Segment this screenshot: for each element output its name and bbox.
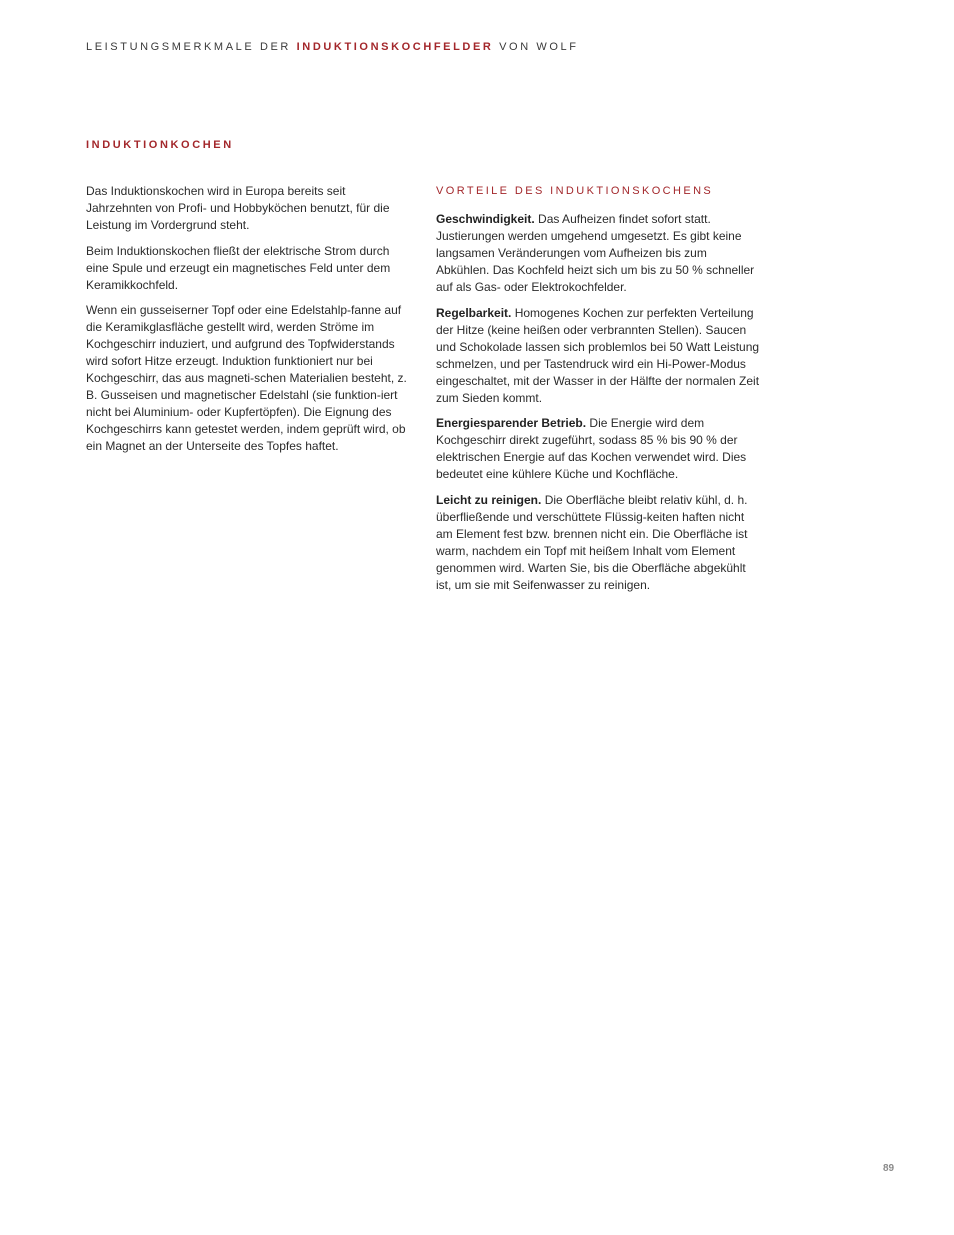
- advantage-text: Die Oberfläche bleibt relativ kühl, d. h. überfließende und verschüttete Flüssig-keiten haften nicht am Element fest bzw. brennen nicht ein. Die Oberfläche ist warm, nachdem ein Topf mit heißem Inhalt vom Element genommen wird. Warten Sie, bis die Oberfläche abgekühlt ist, um sie mit Seifenwasser zu reinigen.: [436, 492, 748, 592]
- advantage-text: Das Aufheizen findet sofort statt. Justierungen werden umgehend umgesetzt. Es gibt keine langsamen Veränderungen vom Aufheizen bis zum Abkühlen. Das Kochfeld heizt sich um bis zu 50 % schneller auf als Gas- oder Elektrokochfelder.: [436, 212, 755, 294]
- header-prefix: LEISTUNGSMERKMALE DER: [86, 41, 291, 53]
- left-paragraph: Beim Induktionskochen fließt der elektrische Strom durch eine Spule und erzeugt ein magnetisches Feld unter dem Keramikkochfeld.: [86, 243, 391, 292]
- left-paragraph: Das Induktionskochen wird in Europa bereits seit Jahrzehnten von Profi- und Hobbyköchen benutzt, für die Leistung im Vordergrund steht.: [86, 184, 390, 232]
- page-number: 89: [883, 1163, 895, 1174]
- advantage-item: [436, 211, 761, 296]
- advantage-lead: Leicht zu reinigen.: [436, 492, 542, 507]
- advantage-item: [436, 305, 761, 407]
- advantage-lead: Regelbarkeit.: [436, 305, 512, 320]
- running-header: [86, 41, 579, 53]
- right-column: [436, 183, 761, 602]
- advantage-lead: Geschwindigkeit.: [436, 212, 535, 226]
- header-highlight: INDUKTIONSKOCHFELDER: [296, 41, 494, 53]
- header-suffix: VON WOLF: [499, 41, 579, 53]
- advantages-title: VORTEILE DES INDUKTIONSKOCHENS: [436, 185, 714, 197]
- advantage-text: Die Energie wird dem Kochgeschirr direkt zugeführt, sodass 85 % bis 90 % der elektrischen Energie auf das Kochen verwendet wird. Dies bedeutet eine kühlere Küche und Kochfläche.: [436, 416, 747, 481]
- advantage-item: [436, 415, 761, 483]
- section-title: INDUKTIONKOCHEN: [86, 139, 234, 151]
- advantage-text: Homogenes Kochen zur perfekten Verteilung der Hitze (keine heißen oder verbrannten Stellen). Saucen und Schokolade lassen sich problemlos bei 50 Watt Leistung schmelzen, und per Tastendruck wird ein Hi-Power-Modus eingeschaltet, mit der Wasser in der Hälfte der normalen Zeit zum Sieden kommt.: [436, 305, 760, 405]
- advantage-item: [436, 492, 761, 594]
- advantage-lead: Energiesparender Betrieb.: [436, 416, 587, 430]
- left-paragraph: Wenn ein gusseiserner Topf oder eine Edelstahlp-fanne auf die Keramikglasfläche gestellt wird, werden Ströme im Kochgeschirr induziert, und aufgrund des Topfwiderstands wird sofort Hitze erzeugt. Induktion funktioniert nur bei Kochgeschirr, das aus magneti-schen Materialien besteht, z. B. Gusseisen und magnetischer Edelstahl (sie funktion-iert nicht bei Aluminium- oder Kupfertöpfen). Die Eignung des Kochgeschirrs kann getestet werden, indem geprüft wird, ob ein Magnet an der Unterseite des Topfes haftet.: [86, 303, 407, 453]
- left-column: [86, 183, 411, 464]
